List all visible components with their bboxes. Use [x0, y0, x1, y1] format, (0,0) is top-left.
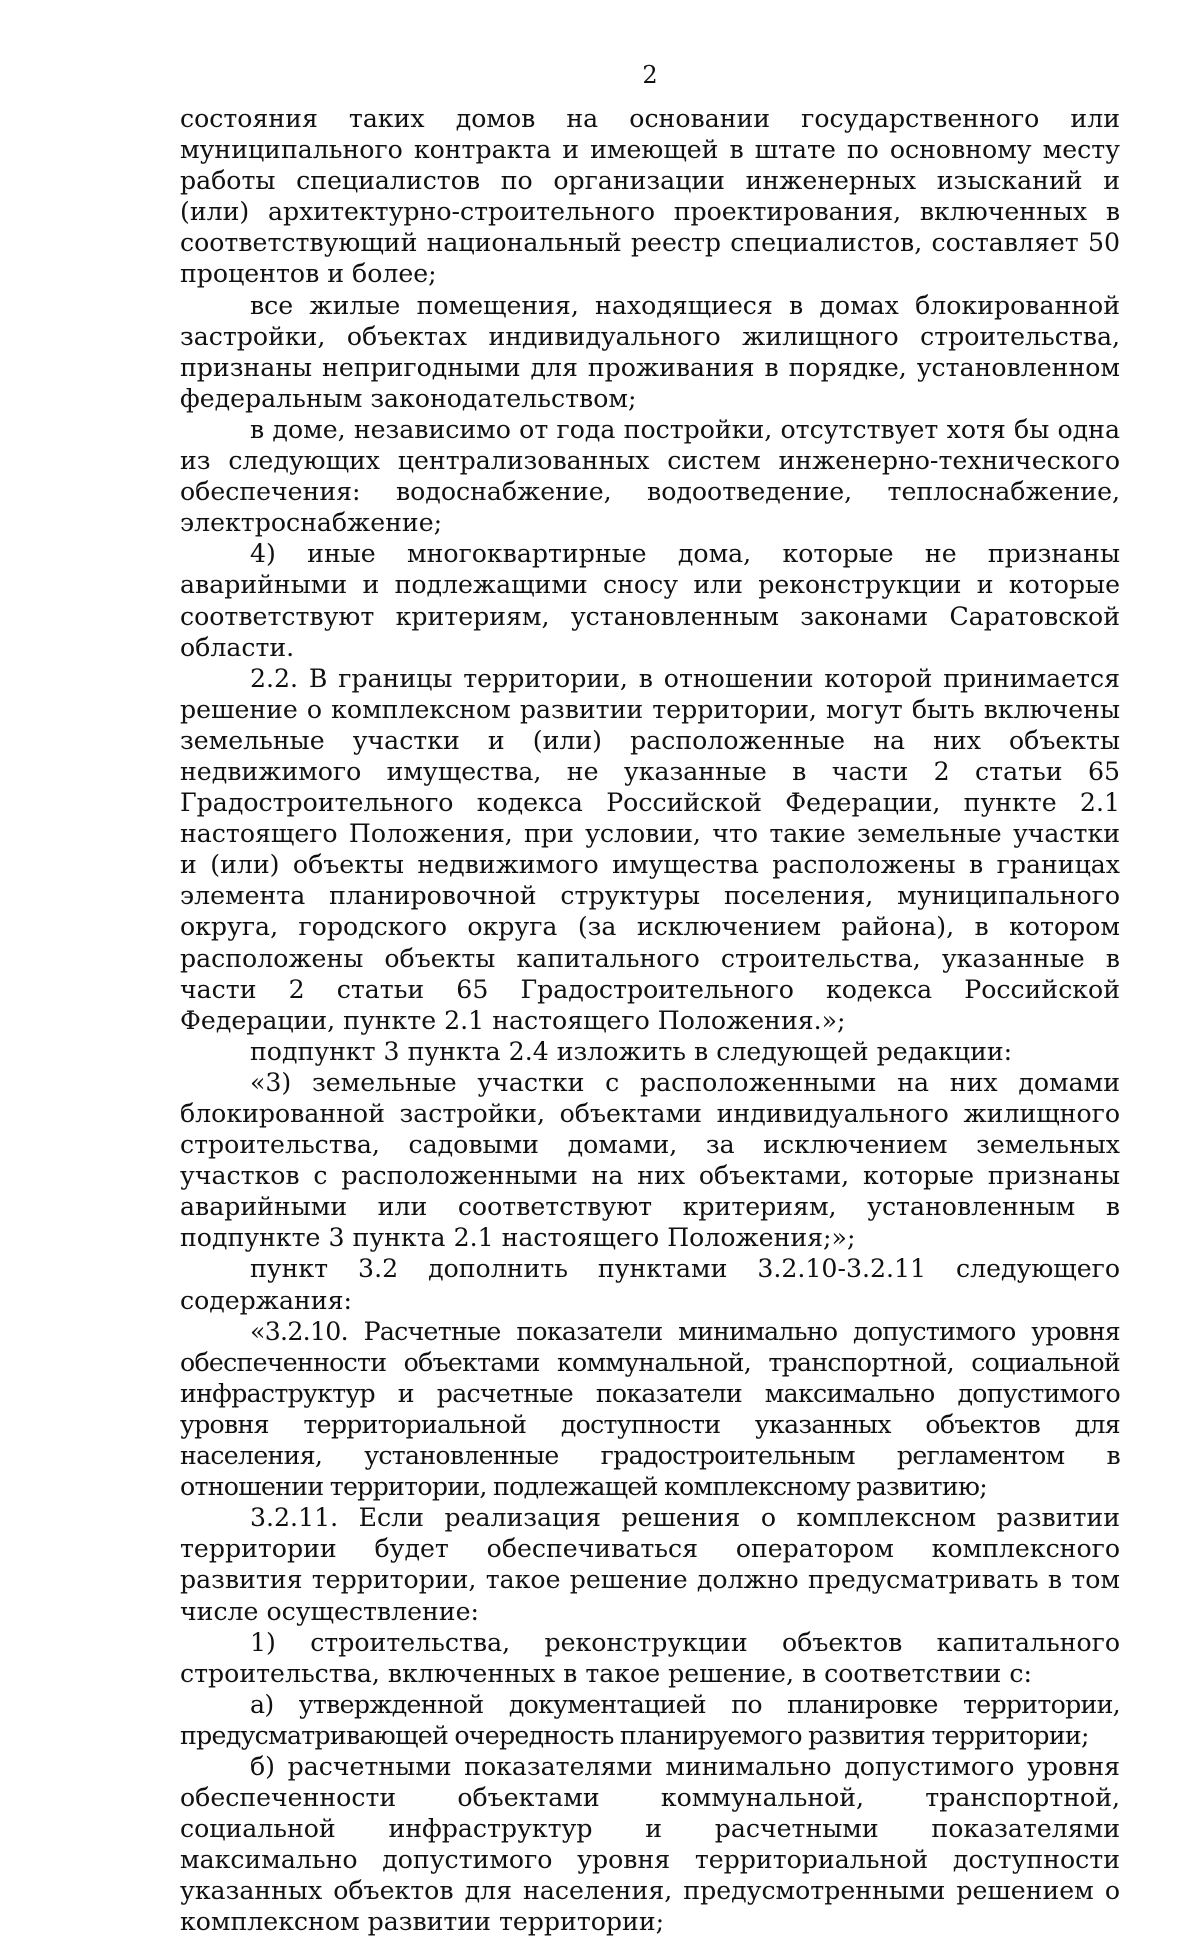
paragraph-3-2-11: 3.2.11. Если реализация решения о комплексном развитии территории будет обеспечиваться оператором комплексного развития территории, такое решение должно предусматривать в том числе осуществление:	[180, 1503, 1120, 1626]
paragraph-subitem-1: 1) строительства, реконструкции объектов капитального строительства, включенных в такое решение, в соответствии с:	[180, 1627, 1120, 1688]
paragraph-2-2: 2.2. В границы территории, в отношении которой принимается решение о комплексном развитии территории, могут быть включены земельные участки и (или) расположенные на них объекты недвижимого имущества, не указанные в части 2 статьи 65 Градостроительного кодекса Российской Федерации, пункте 2.1 настоящего Положения, при условии, что такие земельные участки и (или) объекты недвижимого имущества расположены в границах элемента планировочной структуры поселения, муниципального округа, городского округа (за исключением района), в котором расположены объекты капитального строительства, указанные в части 2 статьи 65 Градостроительного кодекса Российской Федерации, пункте 2.1 настоящего Положения.»;	[180, 663, 1120, 1035]
paragraph-subitem-3-amendment: подпункт 3 пункта 2.4 изложить в следующей редакции:	[250, 1036, 1013, 1066]
paragraph-3-2-10: «3.2.10. Расчетные показатели минимально допустимого уровня обеспеченности объектами коммунальной, транспортной, социальной инфраструктур и расчетные показатели максимально допустимого уровня территориальной доступности указанных объектов для населения, установленные градостроительным регламентом в отношении территории, подлежащей комплексному развитию;	[180, 1316, 1120, 1502]
document-body	[180, 103, 1120, 1938]
paragraph-engineering-systems: в доме, независимо от года постройки, отсутствует хотя бы одна из следующих централизованных систем инженерно-технического обеспечения: водоснабжение, водоотведение, теплоснабжение, электроснабжение;	[180, 414, 1120, 538]
paragraph-residential-premises: все жилые помещения, находящиеся в домах блокированной застройки, объектах индивидуального жилищного строительства, признаны непригодными для проживания в порядке, установленном федеральным законодательством;	[180, 290, 1120, 413]
paragraph-item-4: 4) иные многоквартирные дома, которые не признаны аварийными и подлежащими сносу или реконструкции и которые соответствуют критериям, установленным законами Саратовской области.	[180, 539, 1120, 662]
paragraph-subitem-a: а) утвержденной документацией по планировке территории, предусматривающей очередность планируемого развития территории;	[180, 1689, 1120, 1750]
paragraph-subitem-3-text: «3) земельные участки с расположенными на них домами блокированной застройки, объектами индивидуального жилищного строительства, садовыми домами, за исключением земельных участков с расположенными на них объектами, которые признаны аварийными или соответствуют критериям, установленным в подпункте 3 пункта 2.1 настоящего Положения;»;	[180, 1067, 1120, 1253]
paragraph-subitem-b: б) расчетными показателями минимально допустимого уровня обеспеченности объектами коммунальной, транспортной, социальной инфраструктур и расчетными показателями максимально допустимого уровня территориальной доступности указанных объектов для населения, предусмотренными решением о комплексном развитии территории;	[180, 1751, 1120, 1937]
paragraph-continuation: состояния таких домов на основании государственного или муниципального контракта и имеющей в штате по основному месту работы специалистов по организации инженерных изысканий и (или) архитектурно-строительного проектирования, включенных в соответствующий национальный реестр специалистов, составляет 50 процентов и более;	[180, 104, 1120, 289]
page-number: 2	[642, 61, 658, 89]
paragraph-item-3-2-amendment: пункт 3.2 дополнить пунктами 3.2.10-3.2.11 следующего содержания:	[180, 1254, 1120, 1315]
